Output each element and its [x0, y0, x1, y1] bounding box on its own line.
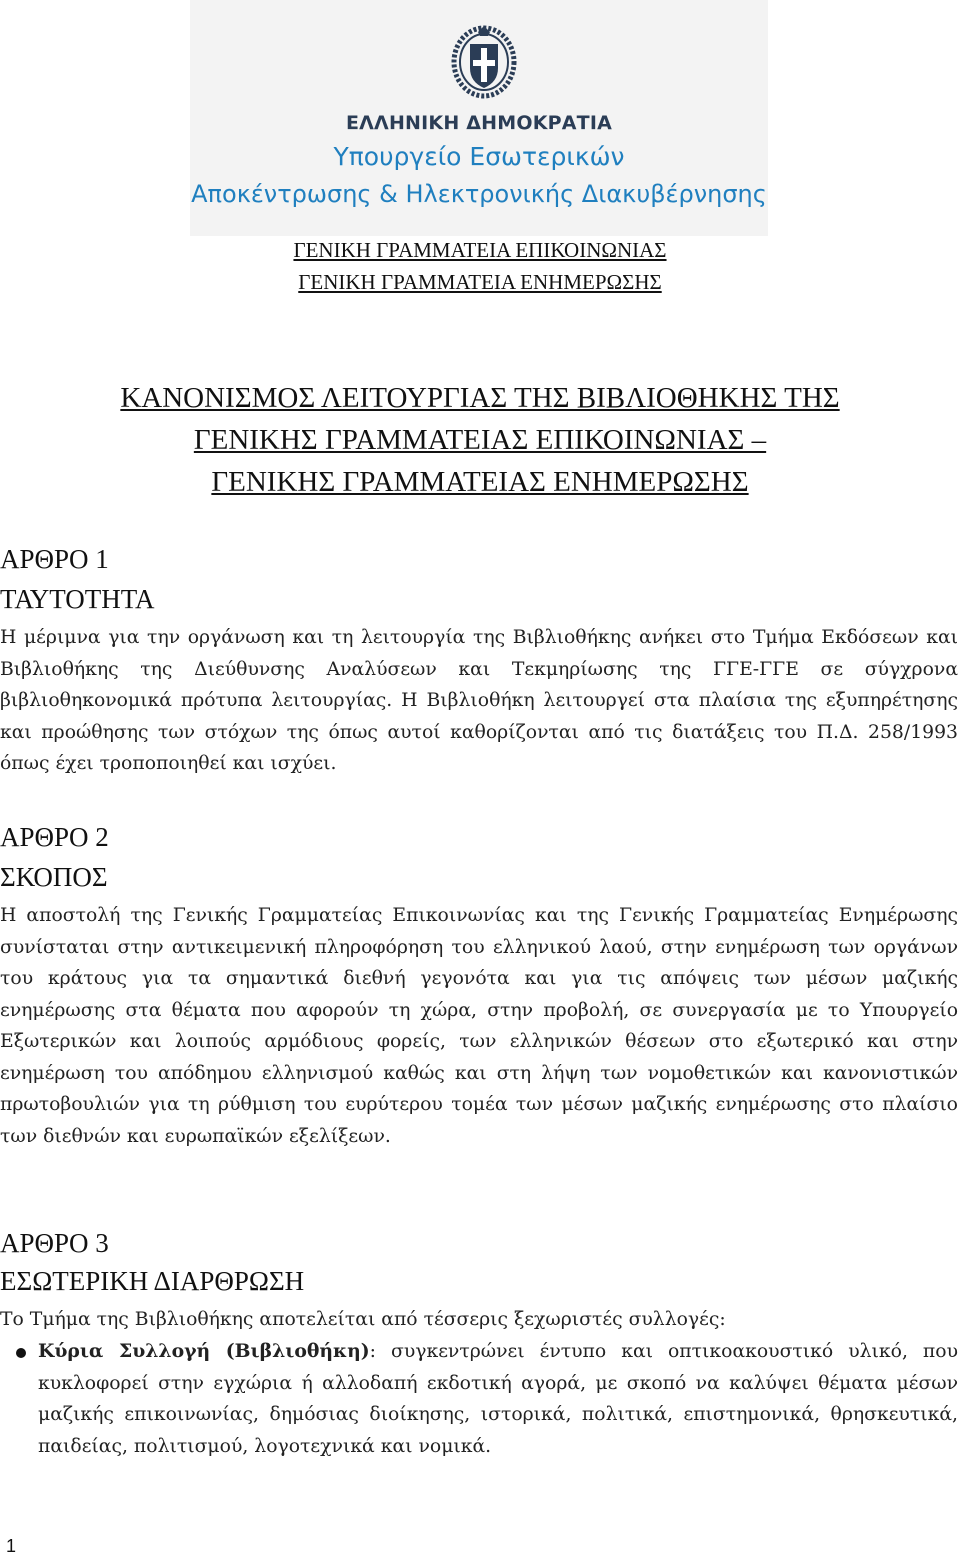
document-title-line-3: ΓΕΝΙΚΗΣ ΓΡΑΜΜΑΤΕΙΑΣ ΕΝΗΜΕΡΩΣΗΣ: [211, 466, 749, 498]
collection-term: Κύρια Συλλογή (Βιβλιοθήκη): [38, 1340, 370, 1362]
document-title-line-2: ΓΕΝΙΚΗΣ ΓΡΑΜΜΑΤΕΙΑΣ ΕΠΙΚΟΙΝΩΝΙΑΣ –: [193, 424, 767, 456]
article-3-intro: Το Τμήμα της Βιβλιοθήκης αποτελείται από τέσσερις ξεχωριστές συλλογές:: [0, 1309, 726, 1330]
article-3-number: ΑΡΘΡΟ 3: [0, 1228, 109, 1258]
article-1-number: ΑΡΘΡΟ 1: [0, 544, 109, 574]
header-line-1: ΓΕΝΙΚΗ ΓΡΑΜΜΑΤΕΙΑ ΕΠΙΚΟΙΝΩΝΙΑΣ: [293, 238, 667, 262]
article-3-name: ΕΣΩΤΕΡΙΚΗ ΔΙΑΡΘΡΩΣΗ: [0, 1266, 305, 1296]
article-2-name: ΣΚΟΠΟΣ: [0, 862, 108, 892]
article-1-name: ΤΑΥΤΟΤΗΤΑ: [0, 584, 155, 614]
bullet-icon: [16, 1348, 26, 1358]
list-item: [38, 1336, 958, 1462]
logo-ministry-subtitle: Αποκέντρωσης & Ηλεκτρονικής Διακυβέρνησης: [191, 180, 767, 208]
header-line-2: ΓΕΝΙΚΗ ΓΡΑΜΜΑΤΕΙΑ ΕΝΗΜΕΡΩΣΗΣ: [298, 270, 662, 294]
greek-republic-emblem-icon: [448, 24, 520, 100]
article-2-number: ΑΡΘΡΟ 2: [0, 822, 109, 852]
logo-ministry-name: Υπουργείο Εσωτερικών: [333, 142, 625, 171]
collection-description: : συγκεντρώνει έντυπο και οπτικοακουστικό υλικό, που κυκλοφορεί στην εγχώρια ή αλλοδαπή εκδοτική αγορά, με σκοπό να καλύψει θέματα μέσων μαζικής επικοινωνίας, δημόσιας διοίκησης, ιστορικά, πολιτικά, επιστημονικά, θρησκευτικά, παιδείας, πολιτισμού, λογοτεχνικά και νομικά.: [38, 1341, 958, 1457]
logo-country-name: ΕΛΛΗΝΙΚΗ ΔΗΜΟΚΡΑΤΙΑ: [345, 112, 613, 134]
article-2-text: Η αποστολή της Γενικής Γραμματείας Επικοινωνίας και της Γενικής Γραμματείας Ενημέρωσης συνίσταται στην αντικειμενική πληροφόρηση του ελληνικού λαού, στην ενημέρωση των οργάνων του κράτους για τα σημαντικά διεθνή γεγονότα και για τις απόψεις των μέσων μαζικής ενημέρωσης στα θέματα που αφορούν τη χώρα, στην προβολή, σε συνεργασία με το Υπουργείο Εξωτερικών και λοιπούς αρμόδιους φορείς, των ελληνικών θέσεων στο εξωτερικό και στην ενημέρωση του απόδημου ελληνισμού καθώς και στη λήψη των νομοθετικών και κανονιστικών πρωτοβουλιών για τη ρύθμιση του ευρύτερου τομέα των μέσων μαζικής ενημέρωσης στο πλαίσιο των διεθνών και ευρωπαϊκών εξελίξεων.: [0, 905, 958, 1147]
document-title-line-1: ΚΑΝΟΝΙΣΜΟΣ ΛΕΙΤΟΥΡΓΙΑΣ ΤΗΣ ΒΙΒΛΙΟΘΗΚΗΣ ΤΗΣ: [120, 382, 840, 414]
article-1-text: Η μέριμνα για την οργάνωση και τη λειτουργία της Βιβλιοθήκης ανήκει στο Τμήμα Εκδόσεων και Βιβλιοθήκης της Διεύθυνσης Αναλύσεων και Τεκμηρίωσης της ΓΓΕ-ΓΓΕ σε σύγχρονα βιβλιοθηκονομικά πρότυπα λειτουργίας. Η Βιβλιοθήκη λειτουργεί στα πλαίσια της εξυπηρέτησης και προώθησης των στόχων της όπως αυτοί καθορίζονται από τις διατάξεις του Π.Δ. 258/1993 όπως έχει τροποποιηθεί και ισχύει.: [0, 627, 958, 774]
page-number: 1: [6, 1536, 17, 1556]
